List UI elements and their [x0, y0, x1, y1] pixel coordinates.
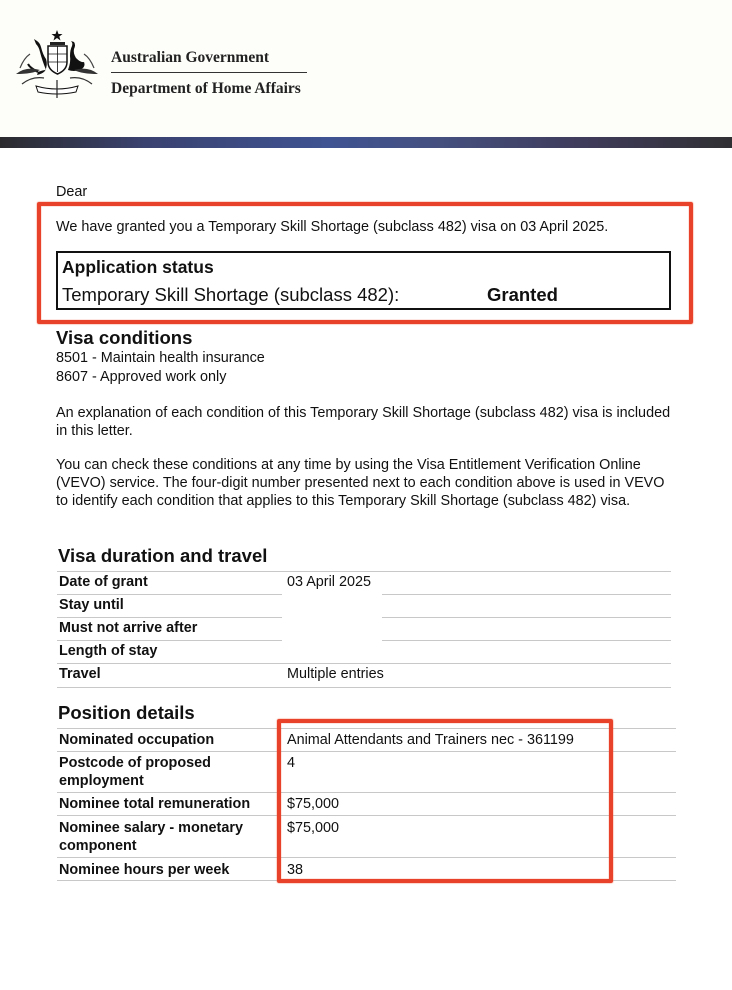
table-row-label: Length of stay: [59, 643, 158, 659]
table-divider: [57, 687, 671, 688]
table-row-label: Travel: [59, 666, 101, 682]
vevo-paragraph: You can check these conditions at any time by using the Visa Entitlement Verification Online (VEVO) service. The four-digit number presented next to each condition above is used in VEVO to identify each condition that applies to this Temporary Skill Shortage (subclass 482) visa.: [56, 457, 665, 509]
grant-sentence: We have granted you a Temporary Skill Shortage (subclass 482) visa on 03 April 2025.: [56, 219, 609, 235]
table-divider: [57, 792, 676, 793]
visa-conditions-title: Visa conditions: [56, 327, 193, 348]
table-divider: [57, 640, 282, 641]
application-status-visa: Temporary Skill Shortage (subclass 482):: [62, 284, 400, 305]
table-row-label: Must not arrive after: [59, 620, 198, 636]
table-row-value: 38: [287, 862, 304, 878]
table-row-label: Nominee salary - monetary component: [59, 820, 243, 854]
application-status-box: [56, 251, 671, 310]
visa-condition-item: 8607 - Approved work only: [56, 369, 227, 385]
application-status-title: Application status: [62, 257, 214, 277]
visa-duration-title: Visa duration and travel: [58, 545, 268, 566]
conditions-explanation-paragraph: An explanation of each condition of this Temporary Skill Shortage (subclass 482) visa is included in this letter.: [56, 405, 671, 439]
table-row-label: Nominee total remuneration: [59, 796, 251, 812]
table-row-value: $75,000: [287, 796, 340, 812]
table-divider: [57, 571, 671, 572]
application-status-value: Granted: [487, 284, 558, 305]
table-divider: [57, 728, 676, 729]
table-divider: [57, 594, 282, 595]
visa-condition-item: 8501 - Maintain health insurance: [56, 350, 265, 366]
department-name: Department of Home Affairs: [111, 80, 301, 97]
table-row-label: Stay until: [59, 597, 124, 613]
salutation: Dear: [56, 184, 88, 200]
letter-header: [0, 0, 732, 137]
table-row-value: 03 April 2025: [287, 574, 372, 590]
table-row-value: $75,000: [287, 820, 340, 836]
table-divider: [57, 815, 676, 816]
table-divider: [57, 617, 282, 618]
table-divider: [382, 617, 671, 618]
table-divider: [57, 663, 671, 664]
table-row-value: 4: [287, 755, 296, 771]
table-row-label: Nominated occupation: [59, 732, 215, 748]
table-row-label: Nominee hours per week: [59, 862, 230, 878]
table-divider: [57, 751, 676, 752]
table-divider: [382, 640, 671, 641]
table-row-value: Animal Attendants and Trainers nec - 361199: [287, 732, 574, 748]
table-row-value: Multiple entries: [287, 666, 384, 682]
government-name: Australian Government: [111, 49, 270, 66]
table-row-label: Postcode of proposed employment: [59, 755, 211, 789]
header-gradient-bar: [0, 137, 732, 148]
table-divider: [57, 880, 676, 881]
table-row-label: Date of grant: [59, 574, 148, 590]
table-divider: [382, 594, 671, 595]
table-divider: [57, 857, 676, 858]
position-details-title: Position details: [58, 702, 195, 723]
header-divider: [111, 72, 307, 73]
australian-coat-of-arms-icon: [8, 28, 106, 100]
